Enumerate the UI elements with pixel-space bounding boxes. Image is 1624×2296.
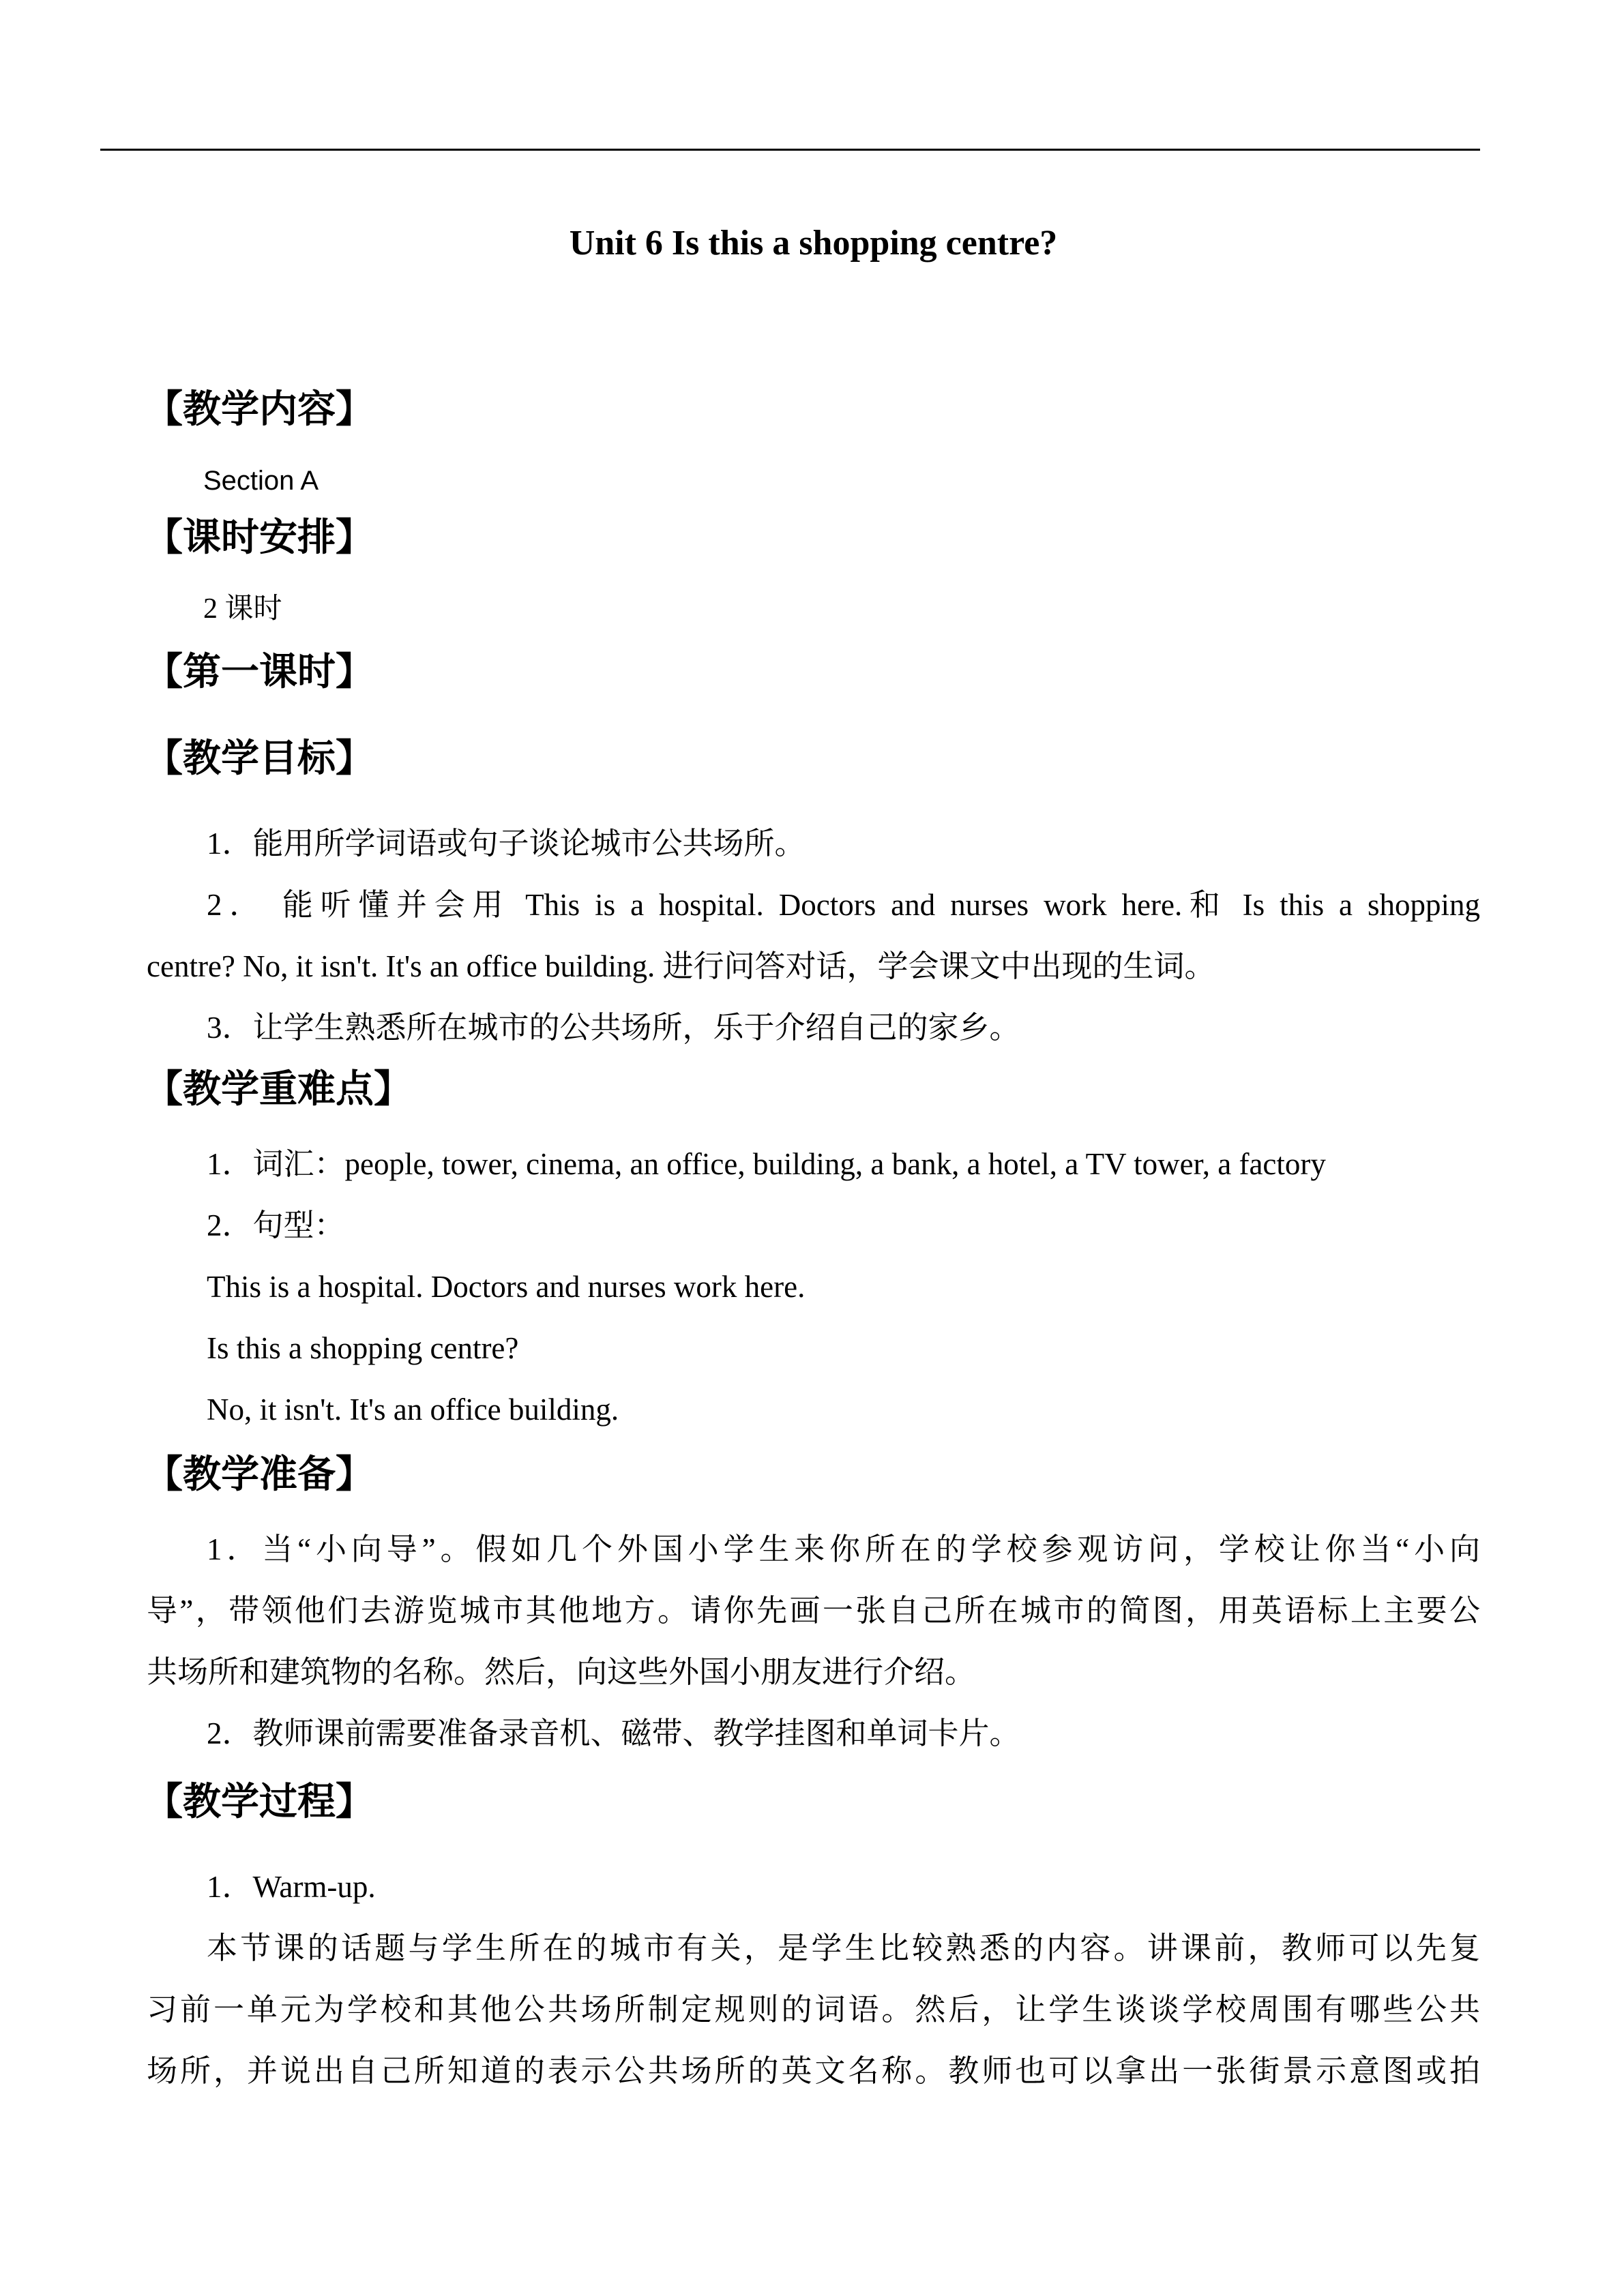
section-heading-period-arrangement: 【课时安排】 [145, 517, 374, 559]
teaching-content-body: Section A [203, 466, 319, 496]
process-step-1-warm-up: 1．Warm-up. [207, 1870, 376, 1904]
keypoint-sentence-1: This is a hospital. Doctors and nurses work here. [207, 1270, 806, 1304]
objective-item-1: 1．能用所学词语或句子谈论城市公共场所。 [207, 826, 806, 861]
process-paragraph-line-3: 场所，并说出自己所知道的表示公共场所的英文名称。教师也可以拿出一张街景示意图或拍 [147, 2054, 1480, 2088]
process-paragraph-line-1: 本节课的话题与学生所在的城市有关，是学生比较熟悉的内容。讲课前，教师可以先复 [207, 1931, 1480, 1965]
section-heading-key-difficult-points: 【教学重难点】 [145, 1069, 412, 1111]
objective-item-2-line-1: 2． 能听懂并会用 This is a hospital. Doctors and nurses work here.和 Is this a shopping [207, 888, 1480, 922]
process-paragraph-line-2: 习前一单元为学校和其他公共场所制定规则的词语。然后，让学生谈谈学校周围有哪些公共 [147, 1993, 1480, 2027]
preparation-item-1-line-1: 1．当“小向导”。假如几个外国小学生来你所在的学校参观访问，学校让你当“小向 [207, 1532, 1480, 1566]
period-arrangement-body: 2 课时 [203, 593, 282, 625]
preparation-item-2: 2．教师课前需要准备录音机、磁带、教学挂图和单词卡片。 [207, 1716, 1020, 1750]
top-rule [100, 149, 1480, 151]
section-heading-teaching-objectives: 【教学目标】 [145, 738, 374, 780]
objective-item-2-line-2: centre? No, it isn't. It's an office building. 进行问答对话，学会课文中出现的生词。 [147, 949, 1215, 983]
section-heading-teaching-process: 【教学过程】 [145, 1781, 374, 1823]
section-heading-teaching-content: 【教学内容】 [145, 389, 374, 431]
keypoint-sentence-3: No, it isn't. It's an office building. [207, 1392, 619, 1427]
keypoint-vocabulary: 1．词汇：people, tower, cinema, an office, building, a bank, a hotel, a TV tower, a factory [207, 1147, 1326, 1181]
keypoint-sentence-patterns-label: 2．句型： [207, 1208, 345, 1242]
preparation-item-1-line-3: 共场所和建筑物的名称。然后，向这些外国小朋友进行介绍。 [147, 1655, 976, 1689]
page-title: Unit 6 Is this a shopping centre? [569, 224, 1058, 263]
section-heading-teaching-preparation: 【教学准备】 [145, 1454, 374, 1496]
section-heading-first-period: 【第一课时】 [145, 651, 374, 694]
keypoint-sentence-2: Is this a shopping centre? [207, 1331, 519, 1365]
preparation-item-1-line-2: 导”，带领他们去游览城市其他地方。请你先画一张自己所在城市的简图，用英语标上主要公 [147, 1594, 1480, 1628]
objective-item-3: 3．让学生熟悉所在城市的公共场所，乐于介绍自己的家乡。 [207, 1011, 1020, 1045]
